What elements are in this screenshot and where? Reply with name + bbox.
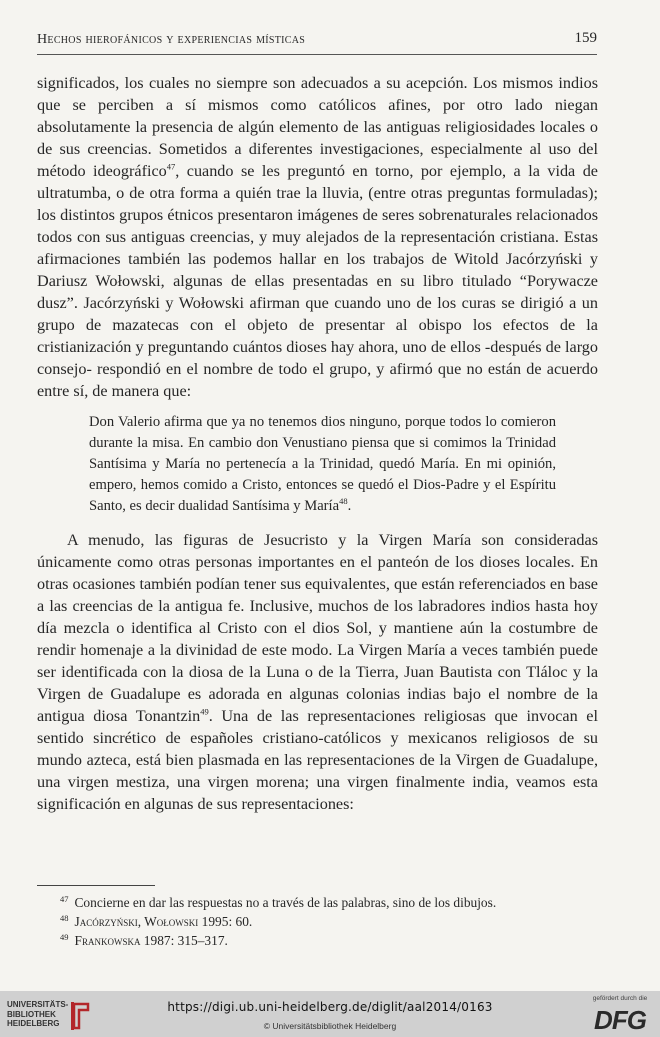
block-quote-text: Don Valerio afirma que ya no tenemos dios ninguno, porque todos lo comieron durante la misa. En cambio don Venustiano piensa que si comimos la Trinidad Santísima y María no pertenecía a la Trinidad, quedó María. En mi opinión, empero, hemos comido a Cristo, entonces se quedó el Dios-Padre y el Espíritu Santo, es decir dualidad Santísima y María — [89, 414, 556, 514]
dfg-caption: gefördert durch die — [592, 995, 648, 1002]
footnote-ref-47[interactable]: 47 — [166, 161, 176, 172]
library-name-line: HEIDELBERG — [7, 1019, 60, 1028]
source-url-link[interactable]: https://digi.ub.uni-heidelberg.de/diglit/aal2014/0163 — [167, 1000, 493, 1014]
footnote-47 — [60, 893, 600, 912]
paragraph-2-part-b: . Una de las representaciones religiosas que invocan el sentido sincrético de españoles cristiano-católicos y mexicanos religiosos de su mundo azteca, está bien plasmada en las representaciones de la Virgen de Guadalupe, una virgen mestiza, una virgen morena; una virgen finalmente india, veamos esta significación en algunas de sus representaciones: — [37, 707, 598, 813]
footnote-number: 48 — [60, 912, 69, 923]
footnote-text: Concierne en dar las respuestas no a través de las palabras, sino de los dibujos. — [74, 895, 497, 910]
footnotes — [60, 893, 600, 950]
dfg-wordmark: DFG — [594, 1005, 646, 1035]
paragraph-2 — [37, 529, 598, 815]
footnote-number: 47 — [60, 893, 69, 904]
paragraph-1-part-a: significados, los cuales no siempre son adecuados a su acepción. Los mismos indios que se perciben a sí mismos como católicos afines, por otro lado niegan absolutamente la presencia de algún elemento de las antiguas religiosidades locales o de sus creencias. Sometidos a diferentes investigaciones, especialmente al uso del método ideográfico — [37, 74, 598, 180]
paragraph-2-part-a: A menudo, las figuras de Jesucristo y la Virgen María son consideradas únicamente como otras personas importantes en el panteón de los dioses locales. En otras ocasiones también podían tener sus equivalentes, que están referenciados en base a las creencias de la antigua fe. Inclusive, muchos de los labradores indios hasta hoy día mezcla o identifica al Cristo con el dios Sol, y mantiene aún la costumbre de rendir homenaje a la divinidad de este modo. La Virgen María a veces también puede ser identificada con la diosa de la Luna o de la Tierra, Juan Bautista con Tláloc y la Virgen de Guadalupe es adorada en algunas colonias indias bajo el nombre de la antigua diosa Tonantzin — [37, 531, 598, 725]
footnote-48 — [60, 912, 600, 931]
footnote-divider — [37, 885, 155, 886]
running-head: Hechos hierofánicos y experiencias místicas — [37, 32, 306, 47]
footnote-number: 49 — [60, 931, 69, 942]
footnote-author: Jacórzyński, Wołowski — [74, 914, 199, 929]
footer-bar — [0, 991, 660, 1037]
page-header — [37, 32, 597, 55]
footnote-ref-49[interactable]: 49 — [200, 706, 209, 717]
page-number: 159 — [574, 30, 597, 46]
block-quote — [89, 412, 556, 517]
paragraph-1-part-b: , cuando se les preguntó en torno, por ejemplo, a la vida de ultratumba, o de otra forma a quién trae la lluvia, (entre otras preguntas formuladas); los distintos grupos étnicos presentaron imágenes de seres sobrenaturales relacionados todos con sus antiguas creencias, y muy alejados de la representación cristiana. Estas afirmaciones también las podemos hallar en los trabajos de Witold Jacórzyński y Dariusz Wołowski, algunas de ellas presentadas en su libro titulado “Porywacze dusz”. Jacórzyński y Wołowski afirman que cuando uno de los curas se dirigió a un grupo de mazatecas con el objeto de presentar al obispo los efectos de la cristianización y preguntando cuántos dioses hay ahora, uno de ellos -después de largo consejo- respondió en el nombre de todo el grupo, y afirmó que no están de acuerdo entre sí, de manera que: — [37, 162, 598, 400]
dfg-logo[interactable] — [588, 995, 652, 1035]
body-text — [37, 72, 598, 815]
footnote-49 — [60, 931, 600, 950]
footnote-author: Frankowska — [74, 933, 141, 948]
copyright-notice: © Universitätsbibliothek Heidelberg — [263, 1021, 397, 1031]
block-quote-end: . — [347, 498, 352, 514]
footnote-text: 1987: 315–317. — [140, 933, 228, 948]
footnote-ref-48[interactable]: 48 — [339, 496, 348, 507]
footnote-text: 1995: 60. — [198, 914, 253, 929]
paragraph-1 — [37, 72, 598, 402]
library-name-line: BIBLIOTHEK — [7, 1009, 56, 1019]
library-name-line: UNIVERSITÄTS- — [7, 1000, 69, 1009]
